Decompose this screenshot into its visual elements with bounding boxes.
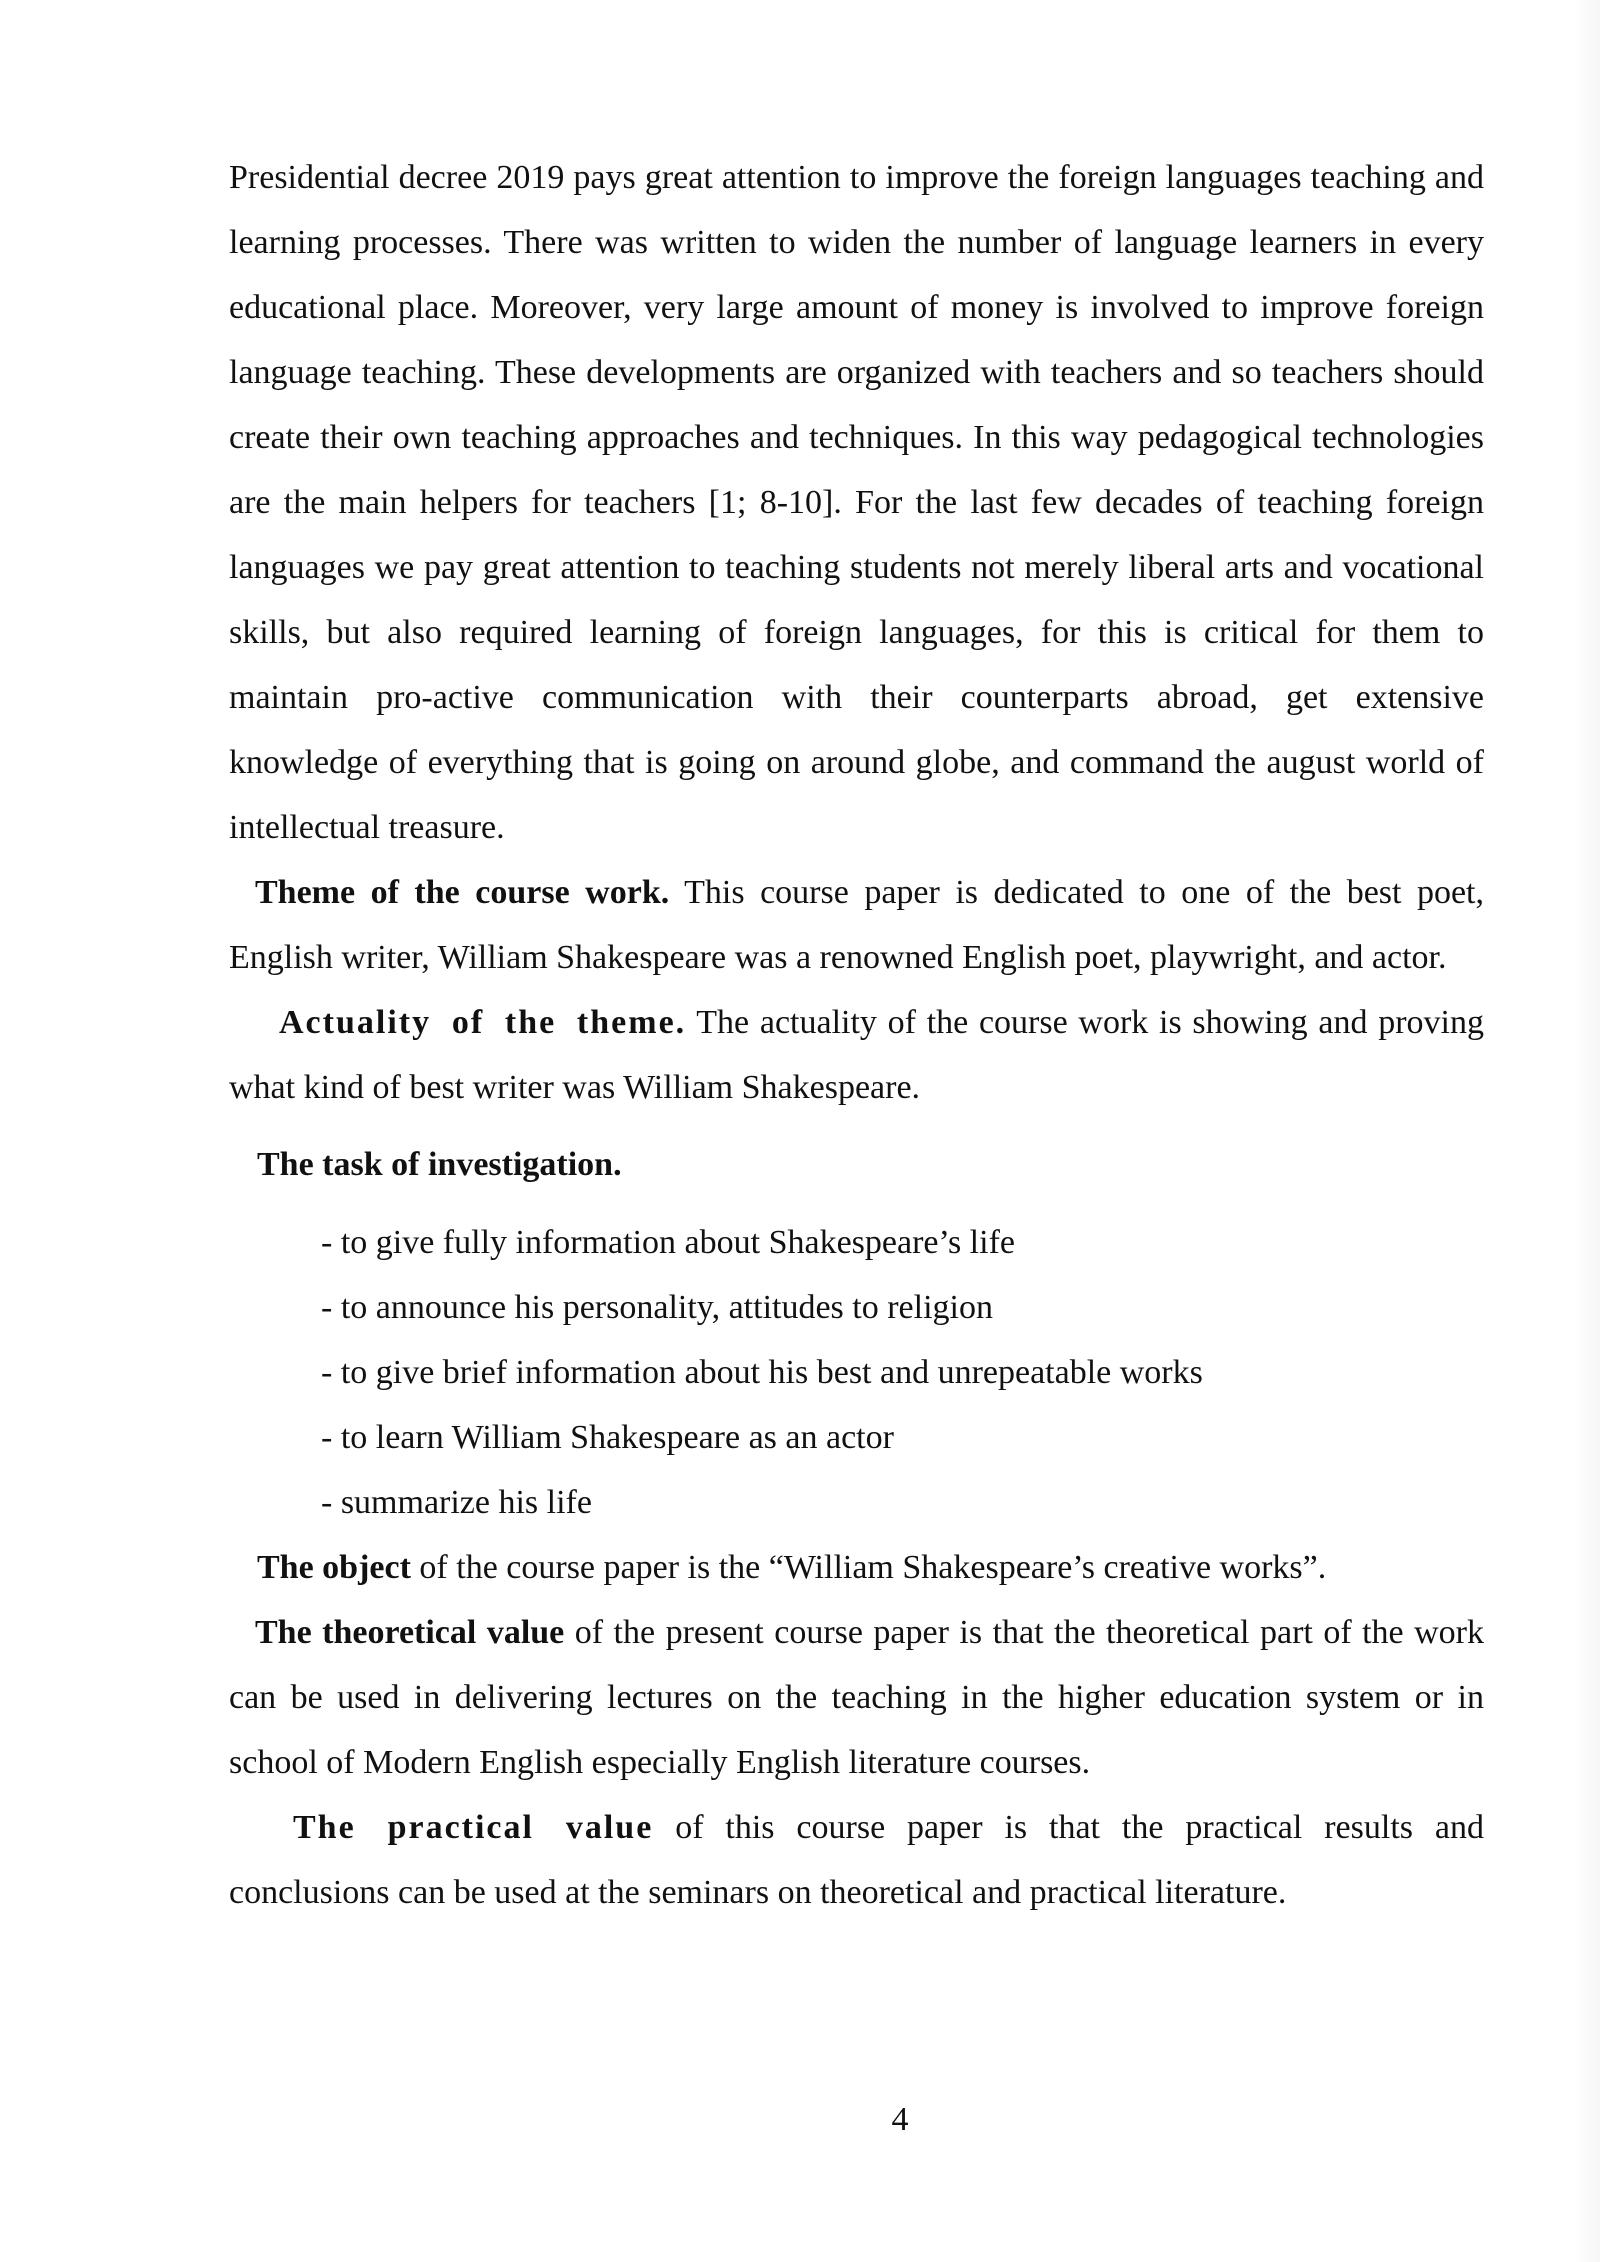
page-edge-shadow <box>1574 0 1600 2262</box>
task-item: - to give brief information about his best and unrepeatable works <box>321 1354 1203 1391</box>
actuality-text: The actuality of the course work is showing and proving what kind of best writer was William Shakespeare. <box>229 1004 1484 1106</box>
actuality-label: Actuality of the theme. <box>279 1004 687 1041</box>
page-number: 4 <box>891 2101 909 2138</box>
task-item: - to learn William Shakespeare as an actor <box>321 1419 894 1456</box>
task-item: - to give fully information about Shakespeare’s life <box>321 1224 1015 1261</box>
theme-label: Theme of the course work. <box>255 874 670 911</box>
object-text: of the course paper is the “William Shakespeare’s creative works”. <box>410 1549 1327 1586</box>
body-text <box>229 145 1484 1925</box>
intro-paragraph: Presidential decree 2019 pays great attention to improve the foreign languages teaching and learning processes. There was written to widen the number of language learners in every educational place. Moreover, very large amount of money is involved to improve foreign language teaching. These developments are organized with teachers and so teachers should create their own teaching approaches and techniques. In this way pedagogical technologies are the main helpers for teachers [1; 8-10]. For the last few decades of teaching foreign languages we pay great attention to teaching students not merely liberal arts and vocational skills, but also required learning of foreign languages, for this is critical for them to maintain pro-active communication with their counterparts abroad, get extensive knowledge of everything that is going on around globe, and command the august world of intellectual treasure. <box>229 159 1484 846</box>
object-label: The object <box>257 1549 411 1586</box>
theme-text: This course paper is dedicated to one of the best poet, English writer, William Shakespeare was a renowned English poet, playwright, and actor. <box>229 874 1484 976</box>
practical-text: of this course paper is that the practical results and conclusions can be used at the seminars on theoretical and practical literature. <box>229 1809 1484 1911</box>
theoretical-text: of the present course paper is that the theoretical part of the work can be used in delivering lectures on the teaching in the higher education system or in school of Modern English especially English literature courses. <box>229 1614 1485 1781</box>
object-paragraph <box>229 1535 1484 1600</box>
practical-label: The practical value <box>293 1809 654 1846</box>
task-item: - summarize his life <box>321 1484 592 1521</box>
theoretical-label: The theoretical value <box>255 1614 565 1651</box>
actuality-paragraph <box>229 990 1484 1120</box>
practical-paragraph <box>229 1795 1484 1925</box>
task-label: The task of investigation. <box>257 1146 622 1183</box>
theme-paragraph <box>229 860 1484 990</box>
task-list <box>229 1210 1484 1535</box>
theoretical-paragraph <box>229 1600 1484 1795</box>
task-heading <box>229 1132 1484 1197</box>
task-item: - to announce his personality, attitudes to religion <box>321 1289 993 1326</box>
